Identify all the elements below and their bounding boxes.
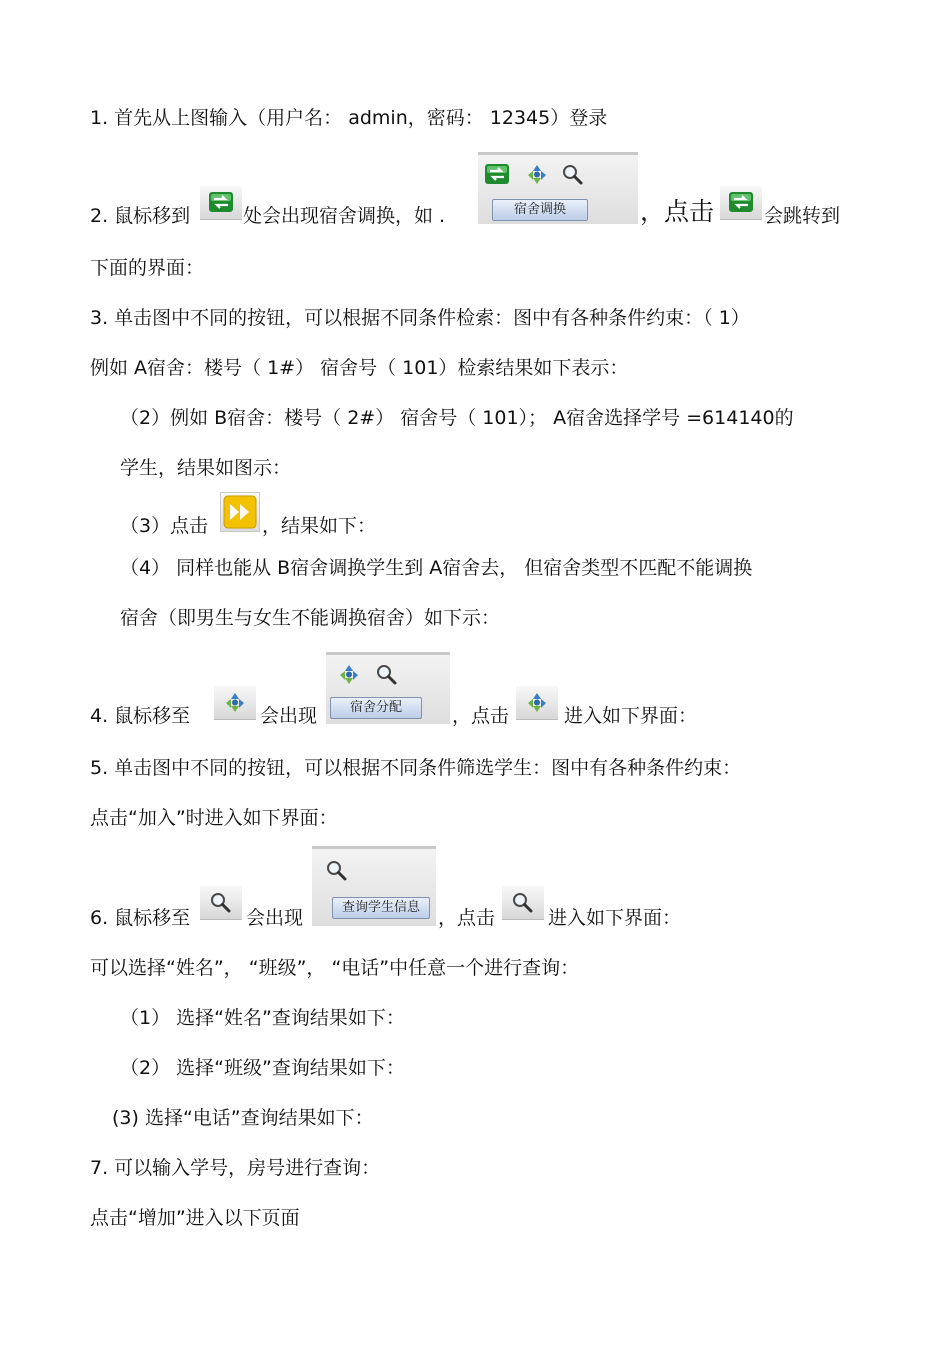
step-3-text-d: 学生，结果如图示： — [120, 457, 292, 479]
query-student-tooltip: 查询学生信息 — [332, 897, 430, 919]
dorm-swap-toolbar-popup — [478, 152, 638, 224]
fast-forward-icon — [223, 495, 257, 529]
step-6-text-b: 会出现 — [246, 907, 304, 929]
step-4-text-a: 4. 鼠标移至 — [90, 705, 191, 727]
step-1-text: 1. 首先从上图输入（用户名： admin，密码： 12345）登录 — [90, 107, 608, 129]
assign-icon — [524, 691, 550, 713]
step-5-text-a: 5. 单击图中不同的按钮，可以根据不同条件筛选学生：图中有各种条件约束： — [90, 757, 742, 779]
step-2-click: 点击 — [664, 197, 715, 226]
step-2-text-b: 处会出现宿舍调换，如 . — [243, 205, 446, 227]
swap-icon — [208, 191, 234, 213]
step-2-text-e: 会跳转到 — [764, 205, 841, 227]
assign-button[interactable] — [214, 686, 256, 720]
step-5-text-b: 点击“加入”时进入如下界面： — [90, 807, 338, 829]
dorm-assign-tooltip: 宿舍分配 — [330, 697, 422, 719]
assign-icon — [222, 691, 248, 713]
step-3-text-a: 3. 单击图中不同的按钮，可以根据不同条件检索：图中有各种条件约束：（ 1） — [90, 307, 750, 329]
step-3-text-g: （4） 同样也能从 B宿舍调换学生到 A宿舍去， 但宿舍类型不匹配不能调换 — [120, 557, 753, 579]
dorm-assign-toolbar-popup — [326, 652, 450, 724]
step-6-text-f: （1） 选择“姓名”查询结果如下： — [120, 1007, 405, 1029]
assign-icon[interactable] — [524, 163, 550, 185]
search-icon — [510, 891, 536, 913]
swap-icon — [728, 191, 754, 213]
step-2-comma: ， — [640, 197, 666, 226]
search-button[interactable] — [200, 886, 242, 920]
swap-button[interactable] — [200, 186, 242, 220]
step-4-text-d: 进入如下界面： — [564, 705, 698, 727]
step-3-text-b: 例如 A宿舍：楼号（ 1#） 宿舍号（ 101）检索结果如下表示： — [90, 357, 629, 379]
step-7-text-b: 点击“增加”进入以下页面 — [90, 1207, 300, 1229]
step-3-text-f: ，结果如下： — [262, 515, 377, 537]
query-student-toolbar-popup — [312, 846, 436, 926]
step-6-text-c: ，点击 — [438, 907, 496, 929]
step-6-text-g: （2） 选择“班级”查询结果如下： — [120, 1057, 405, 1079]
step-6-text-e: 可以选择“姓名”， “班级”， “电话”中任意一个进行查询： — [90, 957, 580, 979]
fast-forward-button[interactable] — [220, 492, 260, 532]
search-button-2[interactable] — [502, 886, 544, 920]
step-2-text-a: 2. 鼠标移到 — [90, 205, 191, 227]
step-4-text-c: ，点击 — [452, 705, 510, 727]
search-icon[interactable] — [374, 663, 400, 685]
assign-icon[interactable] — [336, 663, 362, 685]
step-6-text-h: (3) 选择“电话”查询结果如下： — [112, 1107, 374, 1129]
swap-button-2[interactable] — [720, 186, 762, 220]
step-3-text-c: （2）例如 B宿舍：楼号（ 2#） 宿舍号（ 101）； A宿舍选择学号 =614140的 — [120, 407, 794, 429]
step-3-text-h: 宿舍（即男生与女生不能调换宿舍）如下示： — [120, 607, 501, 629]
search-icon[interactable] — [324, 859, 350, 881]
step-7-text-a: 7. 可以输入学号，房号进行查询： — [90, 1157, 381, 1179]
step-3-text-e: （3）点击 — [120, 515, 209, 537]
search-icon[interactable] — [560, 163, 586, 185]
step-2-text-f: 下面的界面： — [90, 257, 205, 279]
assign-button-2[interactable] — [516, 686, 558, 720]
step-4-text-b: 会出现 — [260, 705, 318, 727]
dorm-swap-tooltip: 宿舍调换 — [492, 199, 588, 221]
step-6-text-d: 进入如下界面： — [548, 907, 682, 929]
swap-icon[interactable] — [484, 163, 510, 185]
step-6-text-a: 6. 鼠标移至 — [90, 907, 191, 929]
search-icon — [208, 891, 234, 913]
